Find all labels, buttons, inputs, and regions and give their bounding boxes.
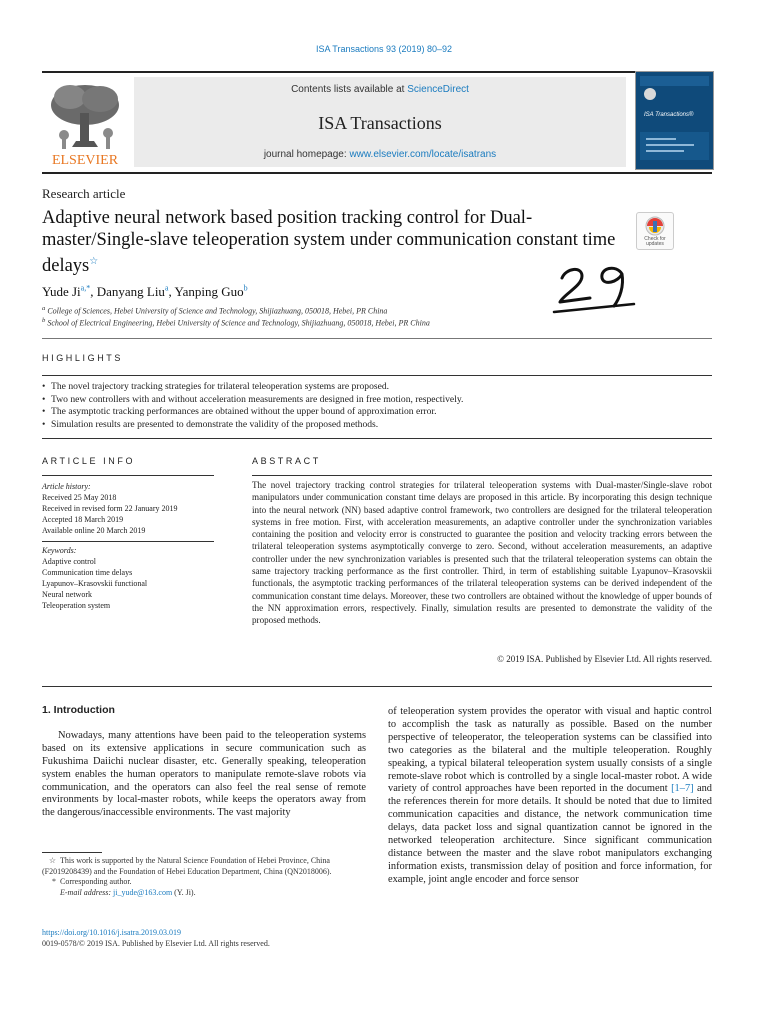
handwritten-annotation: [550, 258, 640, 316]
abstract-text: The novel trajectory tracking control strategies for trilateral teleoperation systems with Dual-master/Single-slave robot manipulators under communication constant time delays are proposed in this article. By incorporating this design technique into the neural network (NN) based adaptive control framework, two controllers are designed for the trilateral teleoperation systems in free motion. First, with acceleration measurements, an adaptive controller under the synchronization variables containing the position and velocity error is constructed to guarantee the position and velocity tracking errors between the trilateral teleoperation systems asymptotically converge to zero. Second, without acceleration measurements, an adaptive controller under the new synchronization variables is presented such that the trilateral teleoperation systems can obtain the same trajectory tracking performance as the first controller. Third, in term of establishing suitable Lyapunov–Krasovskii functionals, the asymptotic tracking performances of the trilateral teleoperation systems can be derived independent of the communication constant time delays. Moreover, these two controllers are obtained without the knowledge of upper bounds of the NN approximation errors, respectively. Finally, simulation results are presented to demonstrate the validity of the proposed methods.: [252, 480, 712, 626]
author-separator: ,: [90, 284, 97, 300]
crossmark-icon: [637, 213, 673, 237]
author-email-link[interactable]: ji_yude@163.com: [113, 887, 173, 897]
highlights-top-rule: [42, 375, 712, 376]
author-list: [42, 284, 248, 300]
elsevier-tree-icon: [42, 77, 128, 167]
paper-title: [42, 207, 632, 277]
journal-name[interactable]: ISA Transactions: [318, 113, 442, 133]
paragraph-text: and the references therein for more details. It should be noted that due to limited communication capacities and distance, the network communication time delays, data packet loss and signal quantization cannot be ignored in the networked teleoperation architecture. Since significant communication distance between the master and the slave robot manipulators exchanging information exists, transmission delay of position and force information, for example, joint angle encoder and force sensor: [388, 783, 712, 885]
footnote-rule: [42, 852, 102, 853]
funding-footnote: [42, 856, 366, 877]
keyword-item[interactable]: Communication time delays: [42, 568, 133, 577]
history-entry: Received 25 May 2018: [42, 493, 117, 502]
keywords: [42, 545, 214, 611]
abstract-rule: [252, 475, 712, 476]
footnote-symbol: *: [52, 877, 56, 886]
history-entry: Available online 20 March 2019: [42, 526, 146, 535]
issn-line: 0019-0578/© 2019 ISA. Published by Elsevier Ltd. All rights reserved.: [42, 939, 270, 948]
article-history: [42, 481, 214, 536]
highlight-item: • Simulation results are presented to demonstrate the validity of the proposed methods.: [42, 419, 712, 432]
author-3[interactable]: [175, 284, 248, 299]
publisher-logo-text: ELSEVIER: [51, 153, 119, 167]
keyword-item[interactable]: Teleoperation system: [42, 601, 111, 610]
highlights-list: [42, 381, 712, 431]
section-heading-introduction: 1. Introduction: [42, 704, 115, 716]
homepage-link[interactable]: www.elsevier.com/locate/isatrans: [349, 149, 497, 160]
journal-cover-thumbnail[interactable]: [635, 71, 714, 170]
affiliation-sup: a: [42, 305, 46, 312]
affiliation-text: School of Electrical Engineering, Hebei University of Science and Technology, Shijiazhuang, 050018, Hebei, PR China: [47, 318, 430, 328]
doi-link[interactable]: https://doi.org/10.1016/j.isatra.2019.03.019: [42, 928, 181, 937]
email-footnote: [42, 888, 366, 899]
article-info-heading: ARTICLE INFO: [42, 456, 136, 466]
header-divider: [42, 338, 712, 339]
keyword-item[interactable]: Lyapunov–Krasovskii functional: [42, 579, 148, 588]
author-name: Yude Ji: [42, 284, 81, 300]
article-type: Research article: [42, 186, 126, 201]
affiliation-sup: b: [42, 317, 46, 324]
publication-info: [42, 927, 270, 949]
abstract-copyright: © 2019 ISA. Published by Elsevier Ltd. All rights reserved.: [497, 654, 712, 664]
journal-masthead: [42, 71, 712, 170]
history-entry: Accepted 18 March 2019: [42, 515, 124, 524]
body-left-column: [42, 704, 366, 820]
abstract-bottom-rule: [42, 686, 712, 687]
masthead-bottom-rule: [42, 172, 712, 174]
history-entry: Received in revised form 22 January 2019: [42, 504, 178, 513]
author-2[interactable]: [97, 284, 175, 299]
homepage-prefix: journal homepage:: [263, 149, 350, 160]
footnote-symbol: ☆: [48, 856, 56, 865]
email-suffix: (Y. Ji).: [172, 887, 196, 897]
author-affiliation-sup[interactable]: a: [164, 284, 169, 293]
sciencedirect-link[interactable]: ScienceDirect: [407, 84, 469, 95]
reference-link[interactable]: [1–7]: [671, 783, 694, 795]
funding-text: This work is supported by the Natural Science Foundation of Hebei Province, China (F2019208439) and the Foundation of Hebei Education Department, China (QN2018006).: [42, 856, 332, 876]
handwritten-number-29-mark: [550, 258, 640, 316]
contents-prefix: Contents lists available at: [291, 84, 408, 95]
intro-paragraph-right: [388, 706, 712, 887]
check-updates-label: Check for updates: [644, 236, 666, 247]
affiliation-text: College of Sciences, Hebei University of Science and Technology, Shijiazhuang, 050018, Hebei, PR China: [47, 306, 388, 316]
author-affiliation-sup[interactable]: a,*: [80, 284, 91, 293]
email-label: E-mail address:: [60, 887, 112, 897]
corresponding-text: Corresponding author.: [60, 877, 132, 886]
keyword-item[interactable]: Adaptive control: [42, 557, 96, 566]
highlights-bottom-rule: [42, 438, 712, 439]
footnotes: [42, 856, 366, 898]
journal-info-band: [134, 77, 626, 167]
check-for-updates-badge[interactable]: [636, 212, 674, 250]
contents-availability: [134, 84, 626, 95]
journal-citation[interactable]: ISA Transactions 93 (2019) 80–92: [315, 44, 453, 54]
cover-title: ISA Transactions®: [644, 112, 694, 118]
highlight-item: • The novel trajectory tracking strategies for trilateral teleoperation systems are proposed.: [42, 381, 712, 394]
title-footnote-mark[interactable]: ☆: [89, 256, 99, 267]
journal-homepage: [134, 149, 626, 160]
article-info-rule: [42, 475, 214, 476]
author-separator: ,: [168, 284, 175, 300]
author-name: Yanping Guo: [174, 284, 244, 300]
affiliation-b: [42, 317, 430, 328]
author-name: Danyang Liu: [96, 284, 165, 300]
keyword-item[interactable]: Neural network: [42, 590, 92, 599]
author-1[interactable]: [42, 284, 97, 299]
abstract-heading: ABSTRACT: [252, 456, 321, 466]
affiliation-a: [42, 305, 387, 316]
intro-paragraph-left: Nowadays, many attentions have been paid to the teleoperation systems based on its extensive applications in secure communication such as Fukushima Daiichi nuclear disaster, etc. Generally speaking, teleoperation system enables the human operators to manipulate remote-slave robots via communication, and the operators can also feel the real sense of remote environments by local-master robots, while keeps the operators away from the dangerous/inaccessible environments. The vast majority: [42, 729, 366, 819]
paragraph-text: of teleoperation system provides the operator with visual and haptic control to accomplish the task as naturally as possible. Based on the number perspective of teleoperator, the teleoperation systems can be classified into two categories as the bilateral and the multiple teleoperation. Roughly speaking, a typical bilateral teleoperation system usually consists of a single remote-slave robot which is controlled by a single local-master robot. A wide variety of control approaches have been reported in the document: [388, 706, 712, 795]
cover-art-icon: [636, 72, 713, 169]
article-history-label: Article history:: [42, 482, 91, 491]
elsevier-logo: [42, 77, 128, 167]
body-right-column: [388, 706, 712, 887]
corresponding-footnote: [42, 877, 366, 888]
paper-title-text: Adaptive neural network based position tracking control for Dual-master/Single-slave teleoperation system under communication constant time delays: [42, 208, 616, 277]
keywords-rule: [42, 541, 214, 542]
author-affiliation-sup[interactable]: b: [243, 284, 248, 293]
keywords-label: Keywords:: [42, 546, 77, 555]
highlights-heading: HIGHLIGHTS: [42, 353, 124, 363]
highlight-item: • Two new controllers with and without acceleration measurements are designed in free motion, respectively.: [42, 394, 712, 407]
highlight-item: • The asymptotic tracking performances are obtained without the upper bound of approximation error.: [42, 406, 712, 419]
